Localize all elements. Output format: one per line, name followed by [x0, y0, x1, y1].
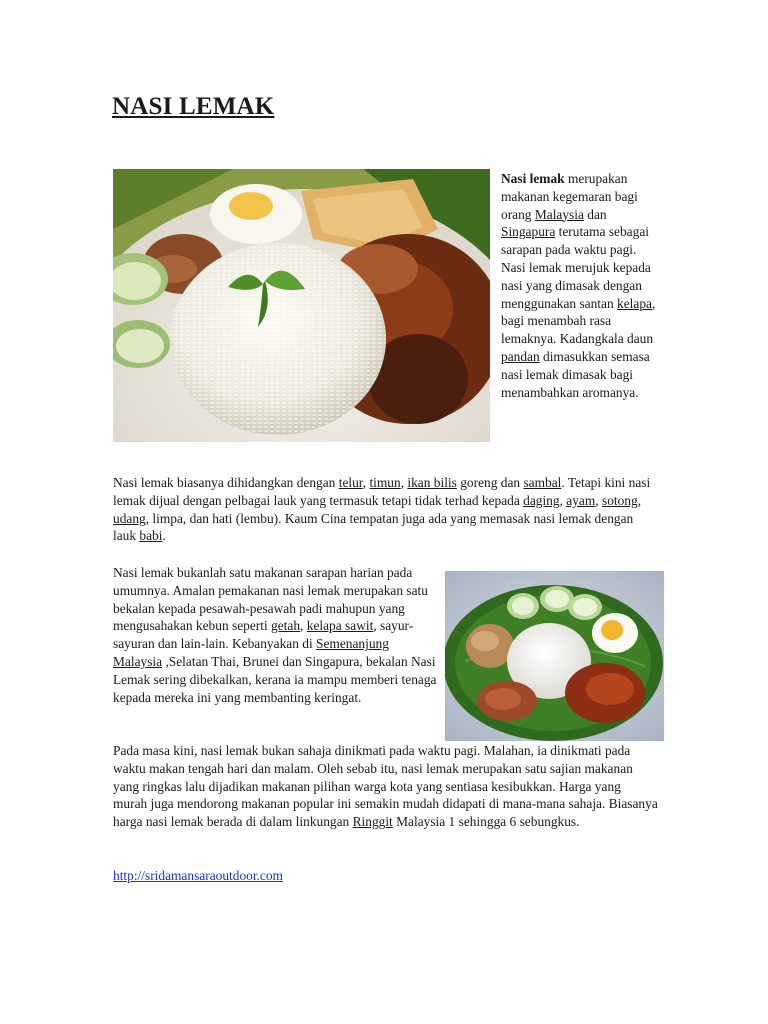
- link-timun[interactable]: timun: [369, 475, 401, 490]
- link-daging[interactable]: daging: [523, 492, 560, 508]
- link-sotong[interactable]: sotong: [601, 492, 638, 508]
- intro-paragraph: Nasi lemak merupakan makanan kegemaran bagi orang Malaysia dan Singapura terutama sebagai sarapan pada waktu pagi. Nasi lemak merujuk kepada nasi yang dimasak dengan menggunakan santan kelapa, bagi menambah rasa lemaknya. Kadangkala daun pandan dimasukkan semasa nasi lemak dimasak bagi menambahkan aromanya.: [501, 171, 656, 400]
- nasi-lemak-plate-photo: [113, 169, 490, 442]
- link-kelapa[interactable]: kelapa: [617, 295, 652, 311]
- link-singapura[interactable]: Singapura: [501, 224, 556, 240]
- link-malaysia[interactable]: Malaysia: [534, 206, 584, 222]
- serving-paragraph: Nasi lemak biasanya dihidangkan dengan telur, timun, ikan bilis goreng dan sambal. Tetapi kini nasi lemak dijual dengan pelbagai lauk yang termasuk tetapi tidak terhad kepada daging, ayam, sotong, udang, limpa, dan hati (lembu). Kaum Cina tempatan juga ada yang memasak nasi lemak dengan lauk babi.: [113, 475, 651, 544]
- history-paragraph: Nasi lemak bukanlah satu makanan sarapan harian pada umumnya. Amalan pemakanan nasi lemak merupakan satu bekalan kepada pesawah-pesawah padi mahupun yang mengusahakan kebun seperti getah, kelapa sawit, sayur-sayuran dan lain-lain. Kebanyakan di Semenanjung Malaysia ,Selatan Thai, Brunei dan Singapura, bekalan Nasi Lemak sering dibekalkan, kerana ia mampu memberi tenaga kepada mereka ini yang membanting keringat.: [113, 565, 437, 705]
- link-ringgit[interactable]: Ringgit: [352, 814, 393, 830]
- link-sambal[interactable]: sambal: [523, 475, 562, 490]
- link-pandan[interactable]: pandan: [501, 348, 540, 364]
- link-udang[interactable]: udang: [113, 510, 146, 526]
- link-ikan-bilis[interactable]: ikan bilis: [407, 475, 457, 490]
- link-kelapa-sawit[interactable]: kelapa sawit: [306, 618, 374, 634]
- source-link[interactable]: http://sridamansaraoutdoor.com: [113, 868, 283, 883]
- modern-paragraph: Pada masa kini, nasi lemak bukan sahaja dinikmati pada waktu pagi. Malahan, ia dinikmati pada waktu makan tengah hari dan malam. Oleh sebab itu, nasi lemak merupakan satu sajian makanan yang ringkas lalu dijadikan makanan pilihan warga kota yang sentiasa kesibukkan. Harga yang murah juga mendorong makanan popular ini semakin mudah didapati di mana-mana sahaja. Biasanya harga nasi lemak berada di dalam linkungan Ringgit Malaysia 1 sehingga 6 sebungkus.: [113, 743, 658, 830]
- link-ayam[interactable]: ayam: [566, 492, 596, 508]
- link-telur[interactable]: telur: [338, 475, 363, 490]
- nasi-lemak-banana-leaf-photo: [445, 571, 664, 741]
- term-nasi-lemak: Nasi lemak: [501, 171, 565, 186]
- link-getah[interactable]: getah: [271, 618, 301, 634]
- link-babi[interactable]: babi: [139, 528, 163, 544]
- page-title: NASI LEMAK: [112, 93, 275, 120]
- link-semenanjung-malaysia[interactable]: Semenanjung Malaysia: [113, 636, 389, 669]
